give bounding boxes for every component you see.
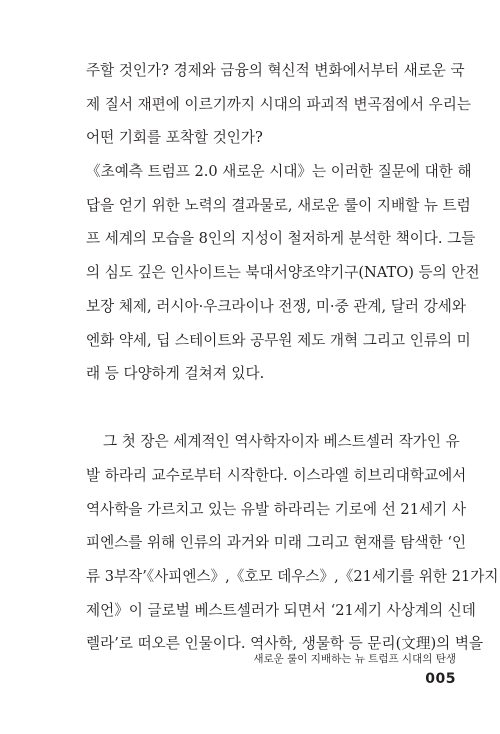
body-line: 래 등 다양하게 걸쳐져 있다. bbox=[86, 365, 265, 382]
body-line: 답을 얻기 위한 노력의 결과물로, 새로운 룰이 지배할 뉴 트럼 bbox=[86, 197, 471, 214]
body-line: 제 질서 재편에 이르기까지 시대의 파괴적 변곡점에서 우리는 bbox=[86, 96, 471, 113]
body-line: 보장 체제, 러시아·우크라이나 전쟁, 미·중 관계, 달러 강세와 bbox=[86, 298, 466, 315]
page-number: 005 bbox=[425, 671, 456, 687]
body-line: 프 세계의 모습을 8인의 지성이 철저하게 분석한 책이다. 그들 bbox=[86, 230, 476, 247]
body-line: 역사학을 가르치고 있는 유발 하라리는 기로에 선 21세기 사 bbox=[86, 501, 466, 518]
body-line: 발 하라리 교수로부터 시작한다. 이스라엘 히브리대학교에서 bbox=[86, 467, 467, 484]
body-line: 주할 것인가? 경제와 금융의 혁신적 변화에서부터 새로운 국 bbox=[86, 62, 465, 79]
body-line: 제언》이 글로벌 베스트셀러가 되면서 ‘21세기 사상계의 신데 bbox=[86, 602, 476, 619]
running-footer-title: 새로운 룰이 지배하는 뉴 트럼프 시대의 탄생 bbox=[253, 653, 456, 665]
body-line: 어떤 기회를 포착할 것인가? bbox=[86, 129, 263, 146]
body-line: 피엔스를 위해 인류의 과거와 미래 그리고 현재를 탐색한 ‘인 bbox=[86, 534, 467, 551]
body-line: 의 심도 깊은 인사이트는 북대서양조약기구(NATO) 등의 안전 bbox=[86, 264, 480, 281]
body-line: 그 첫 장은 세계적인 역사학자이자 베스트셀러 작가인 유 bbox=[103, 433, 460, 450]
body-line: 《초예측 트럼프 2.0 새로운 시대》는 이러한 질문에 대한 해 bbox=[86, 163, 472, 180]
body-line: 엔화 약세, 딥 스테이트와 공무원 제도 개혁 그리고 인류의 미 bbox=[86, 332, 471, 349]
body-line: 류 3부작’《사피엔스》,《호모 데우스》,《21세기를 위한 21가지 bbox=[86, 568, 499, 585]
body-line: 렐라’로 떠오른 인물이다. 역사학, 생물학 등 문리(文理)의 벽을 bbox=[86, 635, 484, 652]
